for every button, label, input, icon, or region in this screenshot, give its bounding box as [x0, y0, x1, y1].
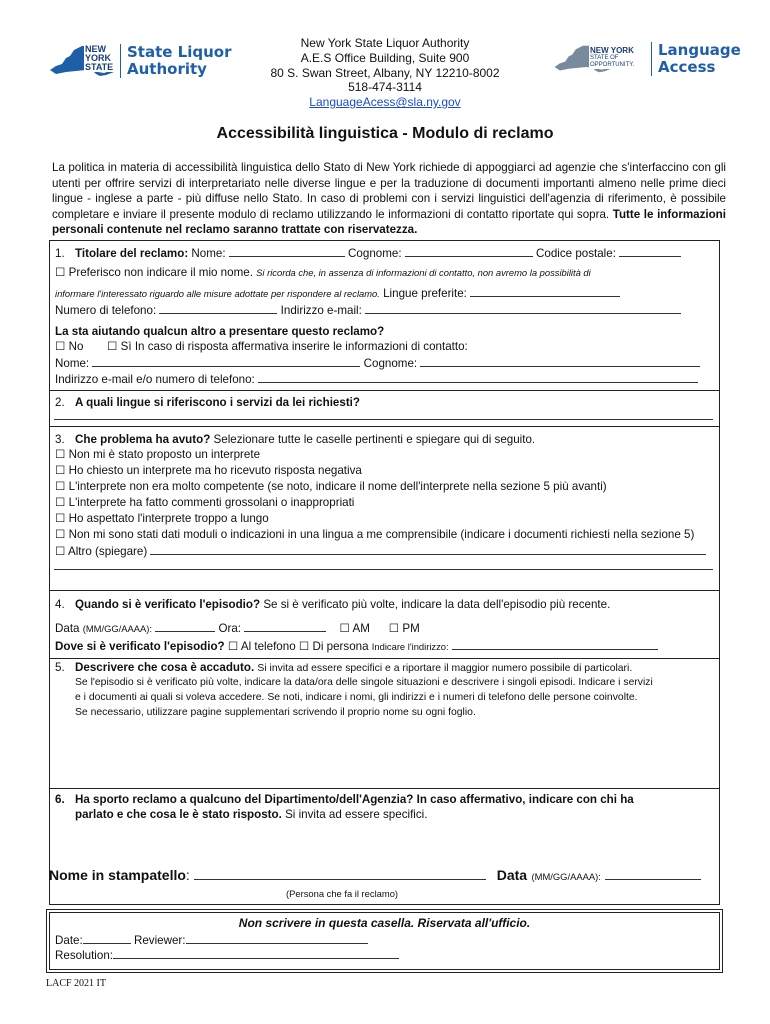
section-heading-cont: parlato e che cosa le è stato risposto.	[75, 808, 282, 821]
instruction-line: Se necessario, utilizzare pagine supplementari scrivendo il proprio nome su ogni foglio.	[75, 707, 476, 718]
problem-option-checkbox[interactable]: ☐ Ho chiesto un interprete ma ho ricevuto risposta negativa	[55, 464, 362, 477]
section-2	[50, 391, 719, 427]
anonymous-note: Si ricorda che, in assenza di informazioni di contatto, non avremo la possibilità di	[256, 267, 591, 278]
phone-field[interactable]	[159, 303, 277, 314]
section-number: 1.	[55, 247, 65, 260]
office-reviewer-field[interactable]	[186, 933, 368, 944]
office-date-field[interactable]	[83, 933, 131, 944]
office-date-label: Date:	[55, 934, 83, 947]
intro-text: La politica in materia di accessibilità linguistica dello Stato di New York richiede di appoggiarci ad agenzie che s'interfaccino con gli utenti per offrire servizi di interpretariato nelle diverse lingue e per la traduzione di documenti importanti almeno nelle prime dieci lingue - inglese a parte - più diffuse nello Stato. In caso di problemi con i servizi linguistici dell'agenzia di riferimento, è possibile completare e inviare il presente modulo di reclamo utilizzando le informazioni di contatto riportate qui sopra.	[52, 161, 726, 221]
sign-date-field[interactable]	[605, 868, 701, 880]
office-use-heading: Non scrivere in questa casella. Riservata all'ufficio.	[238, 916, 531, 930]
form-code: LACF 2021 IT	[46, 978, 106, 989]
logo-ny-line1: NEW	[85, 44, 106, 54]
helper-first-name-field[interactable]	[92, 356, 360, 367]
section-subheading: Selezionare tutte le caselle pertinenti e spiegare qui di seguito.	[213, 433, 536, 446]
postal-code-label: Codice postale:	[536, 247, 616, 260]
problem-option-checkbox[interactable]: ☐ Non mi sono stati dati moduli o indicazioni in una lingua a me comprensibile (indicare i documenti richiesti nella sezione 5)	[55, 528, 695, 541]
problem-option-checkbox[interactable]: ☐ L'interprete non era molto competente (se noto, indicare il nome dell'interprete nella sezione 5 più avanti)	[55, 480, 607, 493]
section-4	[50, 591, 719, 659]
instruction-line: Se l'episodio si è verificato più volte, indicare la data/ora delle singole situazioni e descrivere i singoli episodi. Indicare i servizi	[75, 677, 653, 688]
email-link[interactable]: LanguageAcess@sla.ny.gov	[309, 95, 461, 110]
email-label: Indirizzo e-mail:	[280, 304, 362, 317]
incident-date-field[interactable]	[155, 621, 215, 632]
print-name-field[interactable]	[194, 868, 486, 880]
logo-ny-line1: NEW YORK	[590, 46, 634, 55]
first-name-label: Nome:	[191, 247, 226, 260]
description-textarea[interactable]	[54, 725, 715, 784]
anonymous-checkbox[interactable]: ☐ Preferisco non indicare il mio nome.	[55, 266, 253, 279]
email-field[interactable]	[365, 303, 681, 314]
address-label: Indicare l'indirizzo:	[371, 641, 449, 652]
address-phone: 518-474-3114	[348, 80, 422, 95]
logo-ny-line3: OPPORTUNITY.	[590, 62, 635, 68]
section-number: 5.	[55, 661, 65, 674]
logo-ny-line2: STATE OF	[590, 55, 619, 61]
section-subheading: Se si è verificato più volte, indicare la data dell'episodio più recente.	[263, 598, 611, 611]
office-resolution-field[interactable]	[113, 948, 399, 959]
office-use-box	[49, 912, 720, 970]
helper-contact-field[interactable]	[258, 372, 698, 383]
location-question: Dove si è verificato l'episodio?	[55, 640, 225, 653]
section-number: 2.	[55, 396, 65, 409]
incident-time-field[interactable]	[244, 621, 326, 632]
sla-logo	[46, 44, 231, 78]
instruction-line: e i documenti ai quali si voleva accedere. Se noti, indicare i nomi, gli indirizzi e i numeri di telefono delle persone coinvolte.	[75, 692, 638, 703]
helper-last-name-label: Cognome:	[363, 357, 418, 370]
am-checkbox[interactable]: ☐ AM	[339, 622, 370, 635]
last-name-label: Cognome:	[348, 247, 402, 260]
helper-first-name-label: Nome:	[55, 357, 90, 370]
helper-yes-checkbox[interactable]: ☐ Sì	[107, 340, 132, 353]
logo-ny-line2: YORK	[85, 53, 112, 63]
problem-other-checkbox[interactable]: ☐ Altro (spiegare)	[55, 545, 148, 558]
complaint-form	[49, 240, 720, 905]
section-1	[50, 241, 719, 391]
first-name-field[interactable]	[229, 246, 345, 257]
problem-option-checkbox[interactable]: ☐ Non mi è stato proposto un interprete	[55, 448, 261, 461]
intro-paragraph	[52, 160, 726, 238]
section-heading: Ha sporto reclamo a qualcuno del Dipartimento/dell'Agenzia? In caso affermativo, indicare con chi ha	[75, 793, 634, 806]
language-access-logo	[551, 42, 741, 76]
problem-option-checkbox[interactable]: ☐ Ho aspettato l'interprete troppo a lungo	[55, 512, 269, 525]
sign-date-format: (MM/GG/AAAA):	[531, 871, 601, 882]
helper-no-checkbox[interactable]: ☐ No	[55, 340, 84, 353]
sign-date-label: Data	[496, 867, 528, 883]
section-subheading: Si invita ad essere specifici e a riportare il maggior numero possibile di particolari.	[257, 663, 633, 674]
print-name-colon: :	[185, 867, 190, 883]
address-line: New York State Liquor Authority	[300, 36, 470, 50]
helper-yes-text: In caso di risposta affermativa inserire le informazioni di contatto:	[134, 340, 468, 353]
section-number: 3.	[55, 433, 65, 446]
helper-contact-label: Indirizzo e-mail e/o numero di telefono:	[55, 373, 255, 386]
anonymous-note-cont: informare l'interessato riguardo alle misure adottate per rispondere al reclamo.	[55, 288, 380, 299]
languages-field[interactable]	[470, 286, 620, 297]
agency-address	[230, 36, 540, 110]
office-reviewer-label: Reviewer:	[133, 934, 186, 947]
date-format: (MM/GG/AAAA):	[82, 623, 153, 634]
logo-ny-line3: STATE	[85, 62, 114, 72]
section-number: 4.	[55, 598, 65, 611]
logo-name-line2: Access	[658, 58, 716, 76]
section-number: 6.	[55, 793, 65, 806]
section-heading: Titolare del reclamo:	[75, 247, 189, 260]
section-heading: Che problema ha avuto?	[75, 433, 211, 446]
phone-label: Numero di telefono:	[55, 304, 157, 317]
problem-other-field[interactable]	[150, 544, 706, 555]
section-subheading: Si invita ad essere specifici.	[285, 808, 428, 821]
last-name-field[interactable]	[405, 246, 533, 257]
helper-question: La sta aiutando qualcun altro a presentare questo reclamo?	[55, 325, 385, 338]
address-line: A.E.S Office Building, Suite 900	[300, 50, 470, 65]
logo-name-line1: State Liquor	[127, 43, 232, 61]
languages-services-field[interactable]	[54, 419, 713, 420]
address-line: 80 S. Swan Street, Albany, NY 12210-8002	[270, 65, 500, 80]
section-3	[50, 427, 719, 591]
page-title: Accessibilità linguistica - Modulo di reclamo	[216, 125, 554, 142]
intro-confidential: Tutte le informazioni personali contenute nel reclamo saranno trattate con riservatezza.	[52, 207, 726, 237]
in-person-checkbox[interactable]: ☐ Di persona	[298, 640, 369, 653]
section-heading: Descrivere che cosa è accaduto.	[75, 661, 255, 674]
pm-checkbox[interactable]: ☐ PM	[388, 622, 420, 635]
phone-location-checkbox[interactable]: ☐ Al telefono	[227, 640, 296, 653]
signature-row	[49, 867, 720, 885]
problem-explain-field[interactable]	[54, 569, 713, 570]
incident-address-field[interactable]	[452, 639, 658, 650]
office-resolution-label: Resolution:	[55, 949, 114, 962]
time-label: Ora:	[218, 622, 242, 635]
date-label: Data	[55, 622, 80, 635]
helper-last-name-field[interactable]	[420, 356, 700, 367]
problem-option-checkbox[interactable]: ☐ L'interprete ha fatto commenti grossolani o inappropriati	[55, 496, 355, 509]
section-heading: Quando si è verificato l'episodio?	[75, 598, 261, 611]
section-heading: A quali lingue si riferiscono i servizi da lei richiesti?	[75, 396, 360, 409]
signer-caption: (Persona che fa il reclamo)	[286, 888, 399, 899]
logo-name-line2: Authority	[127, 60, 207, 78]
logo-name-line1: Language	[658, 41, 741, 59]
postal-code-field[interactable]	[619, 246, 681, 257]
print-name-label: Nome in stampatello	[49, 867, 186, 883]
section-5	[50, 659, 719, 789]
languages-label: Lingue preferite:	[383, 287, 467, 300]
